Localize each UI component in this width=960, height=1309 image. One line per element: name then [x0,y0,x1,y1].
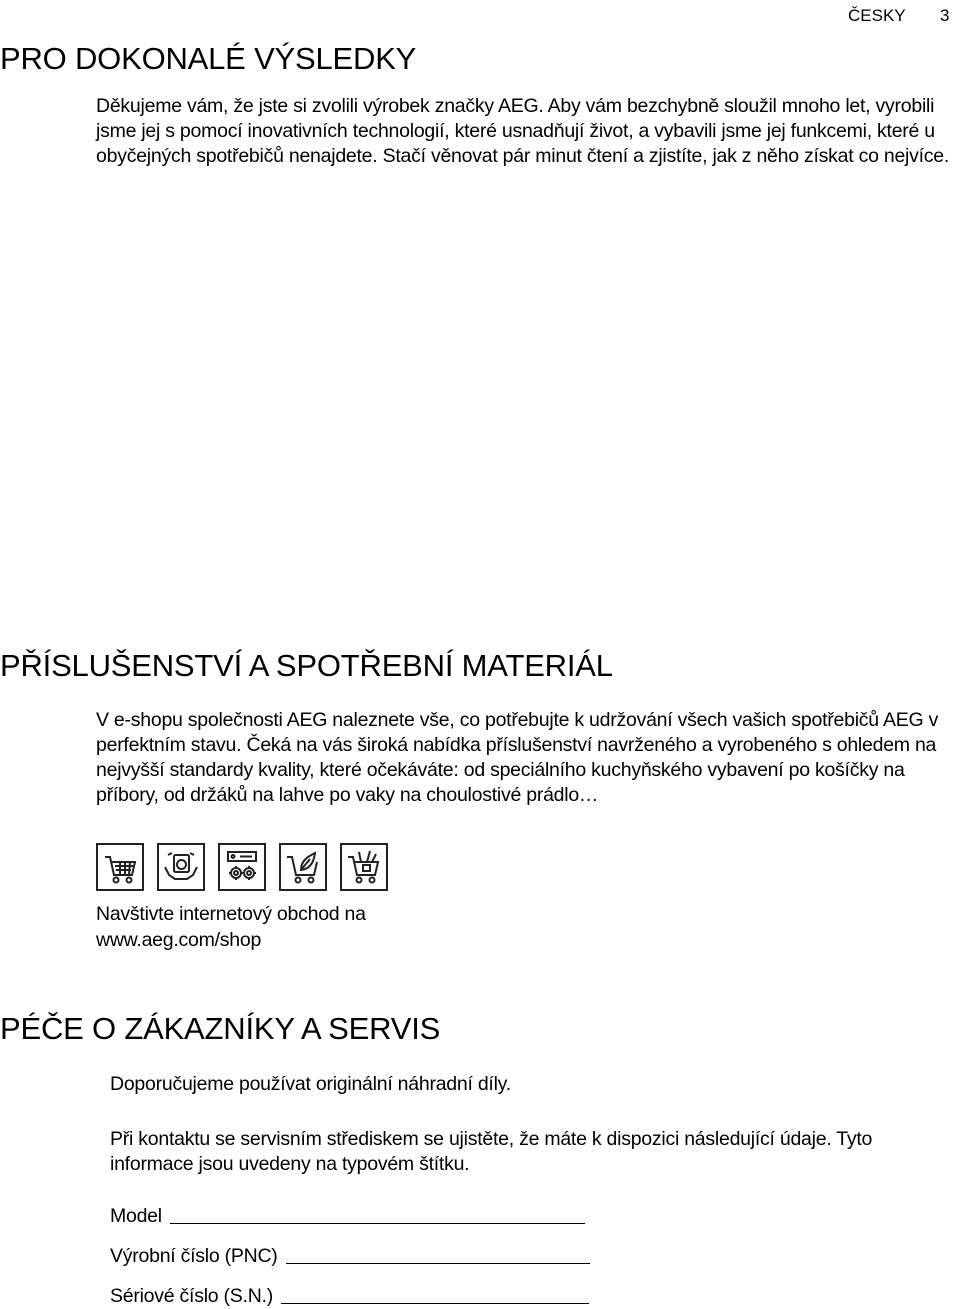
model-line [170,1223,585,1224]
section-title-accessories: PŘÍSLUŠENSTVÍ A SPOTŘEBNÍ MATERIÁL [0,648,613,683]
serial-field [110,1285,589,1308]
washing-machine-gears-icon [218,843,266,891]
page-number: 3 [940,6,950,25]
model-label: Model [110,1205,162,1227]
pnc-line [286,1263,590,1264]
cart-leaf-icon [279,843,327,891]
hands-appliance-icon [157,843,205,891]
intro-paragraph: Děkujeme vám, že jste si zvolili výrobek značky AEG. Aby vám bezchybně sloužil mnoho let, vyrobili jsme jej s pomocí inovativních technologií, které usnadňují život, a vybavili jsme jej funkcemi, které u obyčejných spotřebičů nenajdete. Stačí věnovat pár minut čtení a zjistíte, jak z něho získat co nejvíce. [96,95,950,167]
shop-icons-row [96,843,388,891]
cart-tools-icon [340,843,388,891]
section-title-service: PÉČE O ZÁKAZNÍKY A SERVIS [0,1011,441,1046]
pnc-field [110,1245,590,1268]
shop-url-link[interactable]: www.aeg.com/shop [96,929,262,951]
service-info-paragraph: Při kontaktu se servisním střediskem se ujistěte, že máte k dispozici následující údaje. Tyto informace jsou uvedeny na typovém štítku. [110,1128,873,1175]
accessories-paragraph: V e-shopu společnosti AEG naleznete vše, co potřebujte k udržování všech vašich spotřebičů AEG v perfektním stavu. Čeká na vás široká nabídka příslušenství navrženého a vyrobeného s ohledem na nejvyšší standardy kvality, které očekáváte: od speciálního kuchyňského vybavení po košíčky na příbory, od držáků na lahve po vaky na choulostivé prádlo… [96,709,939,806]
shop-visit-text: Navštivte internetový obchod na [96,903,366,925]
pnc-label: Výrobní číslo (PNC) [110,1245,278,1267]
shopping-cart-icon [96,843,144,891]
section-title-results: PRO DOKONALÉ VÝSLEDKY [0,41,417,76]
model-field [110,1205,585,1228]
serial-line [281,1303,589,1304]
spare-parts-paragraph: Doporučujeme používat originální náhradní díly. [110,1073,511,1095]
header-language: ČESKY [848,6,906,25]
serial-label: Sériové číslo (S.N.) [110,1285,273,1307]
